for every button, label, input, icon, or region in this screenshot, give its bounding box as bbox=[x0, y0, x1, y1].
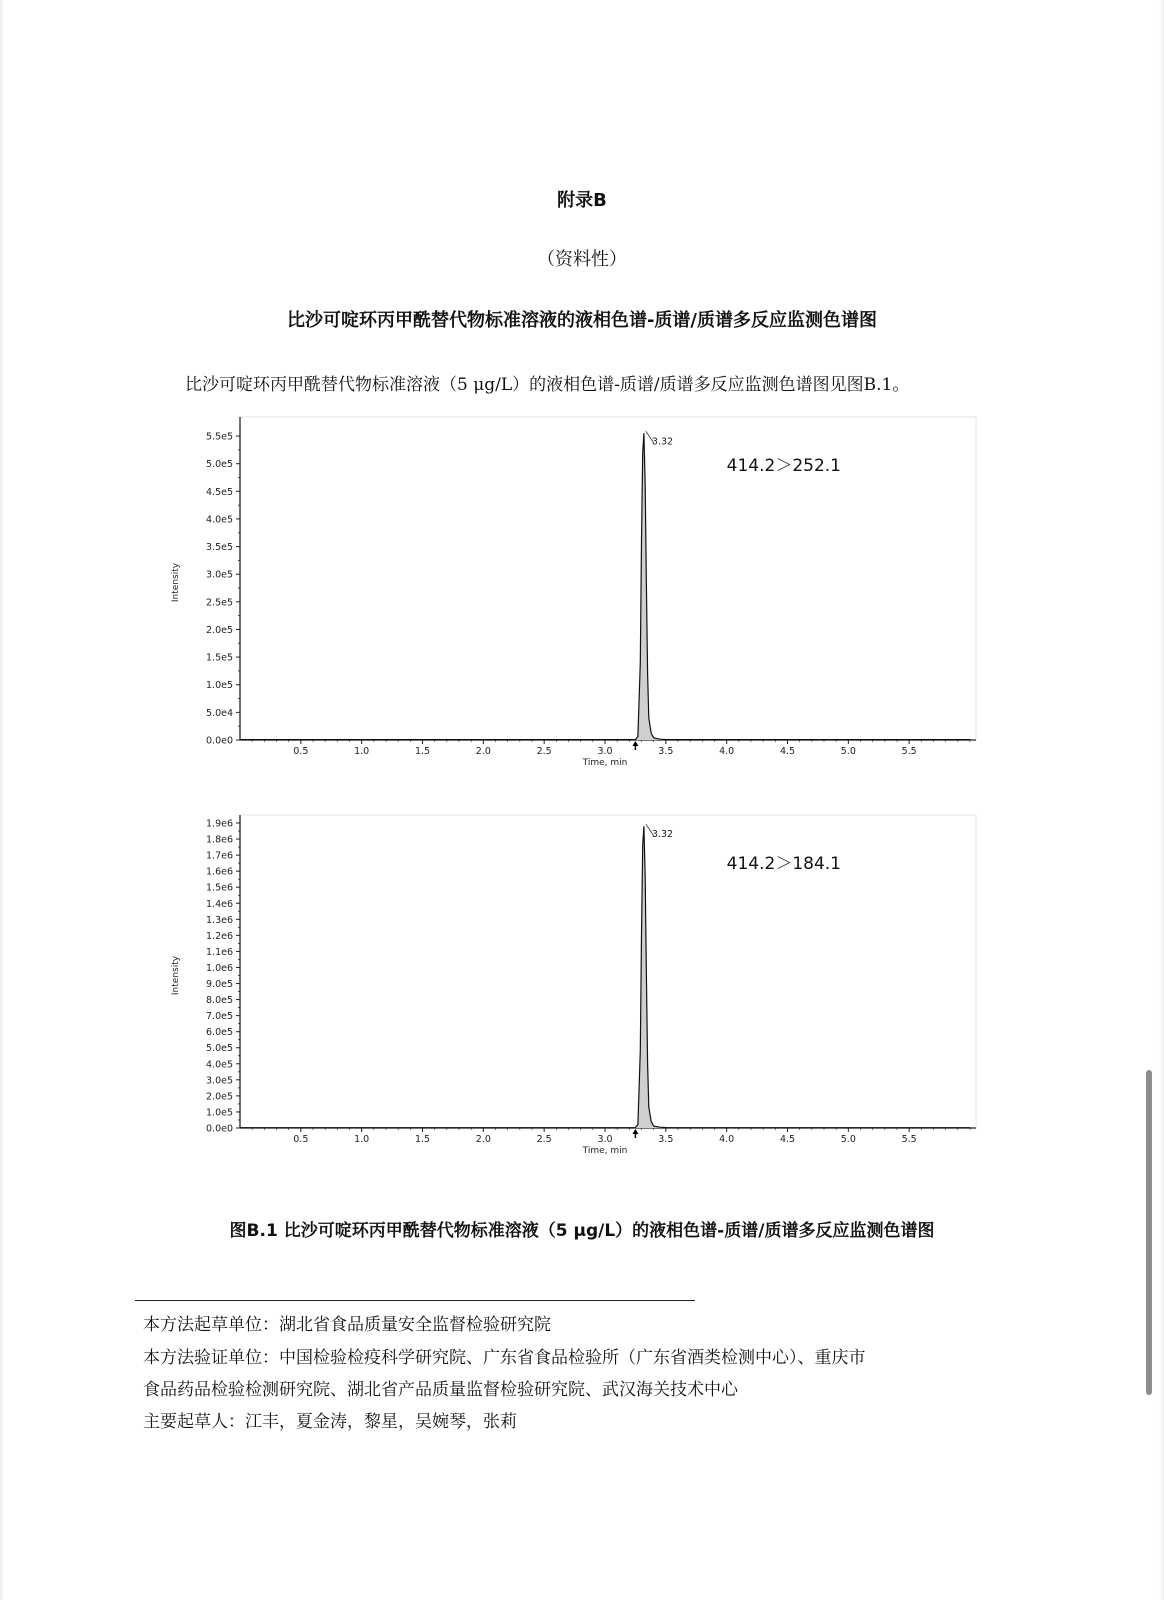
x-tick-label: 1.0 bbox=[354, 746, 370, 757]
chromatogram-184-svg bbox=[160, 808, 1000, 1193]
x-tick-label: 4.0 bbox=[719, 1134, 735, 1145]
x-tick-label: 3.0 bbox=[597, 746, 613, 757]
x-tick-label: 4.5 bbox=[779, 746, 796, 757]
y-tick-label: 9.0e5 bbox=[206, 979, 233, 991]
y-tick-label: 6.0e5 bbox=[206, 1027, 233, 1039]
x-tick-label: 3.0 bbox=[597, 1134, 613, 1145]
y-tick-label: 1.0e6 bbox=[206, 962, 233, 974]
x-axis-label: Time, min bbox=[582, 758, 628, 768]
chromatogram-184 bbox=[160, 808, 1000, 1193]
y-tick-label: 2.0e5 bbox=[206, 624, 233, 636]
y-tick-label: 1.5e6 bbox=[206, 882, 233, 894]
x-tick-label: 2.5 bbox=[536, 1134, 552, 1145]
y-tick-label: 3.0e5 bbox=[206, 569, 233, 581]
footnote-drafters: 主要起草人：江丰，夏金涛，黎星，吴婉琴，张莉 bbox=[143, 1412, 517, 1432]
y-tick-label: 5.0e4 bbox=[206, 707, 233, 719]
footnote-verification-line2: 食品药品检验检测研究院、湖北省产品质量监督检验研究院、武汉海关技术中心 bbox=[143, 1380, 738, 1400]
y-tick-label: 4.0e5 bbox=[206, 1059, 233, 1071]
x-tick-label: 5.5 bbox=[901, 746, 917, 757]
y-tick-label: 0.0e0 bbox=[206, 1123, 233, 1135]
y-axis-label: Intensity bbox=[171, 955, 181, 996]
y-tick-label: 1.7e6 bbox=[206, 850, 233, 862]
x-tick-label: 0.5 bbox=[293, 1134, 309, 1145]
y-tick-label: 2.0e5 bbox=[206, 1091, 233, 1103]
section-title: 比沙可啶环丙甲酰替代物标准溶液的液相色谱-质谱/质谱多反应监测色谱图 bbox=[286, 310, 878, 331]
y-tick-label: 1.8e6 bbox=[206, 834, 233, 846]
x-tick-label: 5.5 bbox=[901, 1134, 917, 1145]
y-tick-label: 1.0e5 bbox=[206, 1107, 233, 1119]
plot-frame bbox=[240, 417, 976, 740]
footnote-divider bbox=[135, 1300, 695, 1301]
y-tick-label: 3.0e5 bbox=[206, 1075, 233, 1087]
x-axis-label: Time, min bbox=[582, 1146, 628, 1156]
x-tick-label: 1.5 bbox=[414, 746, 431, 757]
y-tick-label: 3.5e5 bbox=[206, 542, 233, 554]
x-tick-label: 4.0 bbox=[719, 746, 735, 757]
x-tick-label: 4.5 bbox=[779, 1134, 796, 1145]
informative-label: （资料性） bbox=[537, 249, 627, 270]
body-paragraph: 比沙可啶环丙甲酰替代物标准溶液（5 μg/L）的液相色谱-质谱/质谱多反应监测色谱图见图B.1。 bbox=[185, 375, 910, 395]
chromatogram-252 bbox=[160, 410, 1000, 790]
y-tick-label: 5.0e5 bbox=[206, 1043, 233, 1055]
x-tick-label: 3.5 bbox=[658, 746, 674, 757]
y-tick-label: 4.5e5 bbox=[206, 486, 233, 498]
figure-caption: 图B.1 比沙可啶环丙甲酰替代物标准溶液（5 μg/L）的液相色谱-质谱/质谱多反应监测色谱图 bbox=[229, 1221, 935, 1241]
appendix-title: 附录B bbox=[557, 190, 607, 211]
y-tick-label: 1.3e6 bbox=[206, 914, 233, 926]
x-tick-label: 1.0 bbox=[354, 1134, 370, 1145]
series-line bbox=[240, 433, 970, 739]
mrm-transition-label: 414.2＞252.1 bbox=[726, 456, 842, 476]
y-tick-label: 2.5e5 bbox=[206, 597, 233, 609]
plot-frame bbox=[240, 815, 976, 1128]
x-tick-label: 5.0 bbox=[840, 1134, 856, 1145]
y-axis-label: Intensity bbox=[171, 562, 181, 603]
series-line bbox=[240, 826, 970, 1127]
footnote-verification-line1: 本方法验证单位：中国检验检疫科学研究院、广东省食品检验所（广东省酒类检测中心）、重庆市 bbox=[143, 1348, 866, 1368]
x-tick-label: 2.5 bbox=[536, 746, 552, 757]
x-tick-label: 5.0 bbox=[840, 746, 856, 757]
vertical-scrollbar[interactable] bbox=[1146, 1070, 1152, 1395]
y-tick-label: 1.6e6 bbox=[206, 866, 233, 878]
x-tick-label: 2.0 bbox=[475, 1134, 491, 1145]
peak-label: 3.32 bbox=[651, 436, 674, 448]
x-tick-label: 3.5 bbox=[658, 1134, 674, 1145]
y-tick-label: 4.0e5 bbox=[206, 514, 233, 526]
x-tick-label: 1.5 bbox=[414, 1134, 431, 1145]
y-tick-label: 1.5e5 bbox=[206, 652, 233, 664]
x-tick-label: 0.5 bbox=[293, 746, 309, 757]
chromatogram-252-svg bbox=[160, 410, 1000, 790]
y-tick-label: 1.2e6 bbox=[206, 930, 233, 942]
y-tick-label: 7.0e5 bbox=[206, 1011, 233, 1023]
y-tick-label: 1.9e6 bbox=[206, 818, 233, 830]
y-tick-label: 5.5e5 bbox=[206, 431, 233, 443]
y-tick-label: 0.0e0 bbox=[206, 735, 233, 747]
y-tick-label: 8.0e5 bbox=[206, 995, 233, 1007]
x-tick-label: 2.0 bbox=[475, 746, 491, 757]
mrm-transition-label: 414.2＞184.1 bbox=[726, 854, 842, 874]
y-tick-label: 1.4e6 bbox=[206, 898, 233, 910]
y-tick-label: 5.0e5 bbox=[206, 459, 233, 471]
y-tick-label: 1.0e5 bbox=[206, 680, 233, 692]
y-tick-label: 1.1e6 bbox=[206, 946, 233, 958]
footnote-drafting-unit: 本方法起草单位：湖北省食品质量安全监督检验研究院 bbox=[143, 1315, 551, 1335]
peak-label: 3.32 bbox=[651, 829, 674, 841]
